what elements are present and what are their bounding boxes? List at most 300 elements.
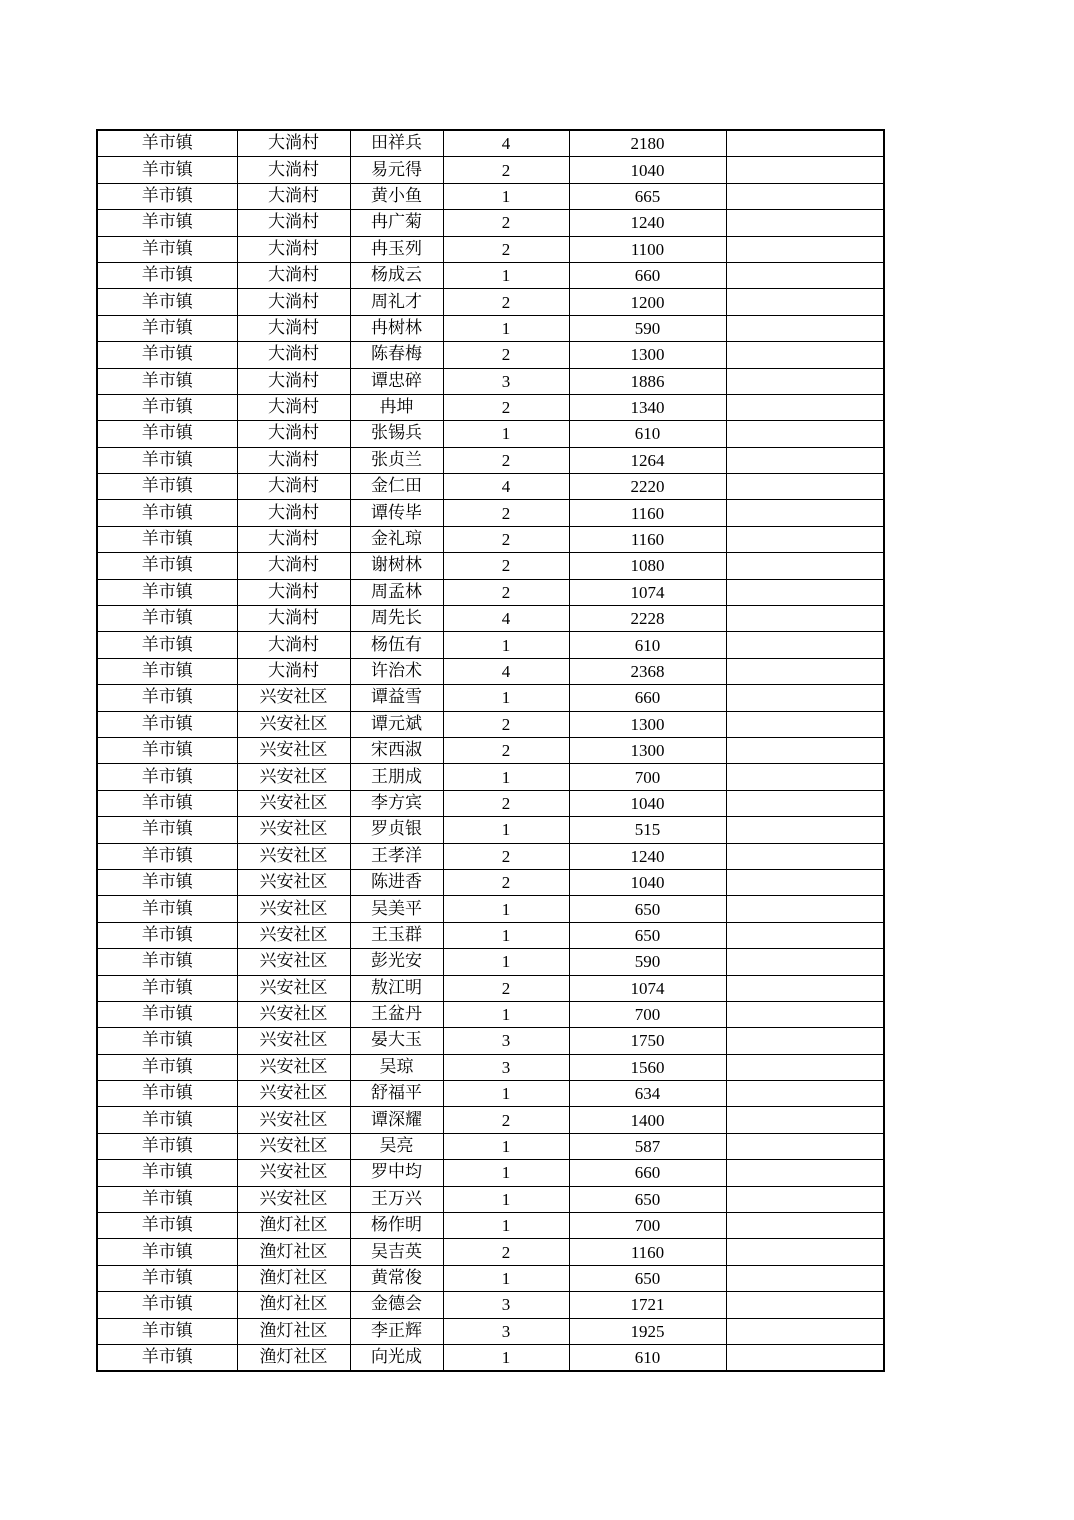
household-size-cell: 2 (443, 210, 569, 236)
household-size-cell: 1 (443, 1213, 569, 1239)
name-cell: 晏大玉 (350, 1028, 443, 1054)
remark-cell (726, 1028, 884, 1054)
village-cell: 兴安社区 (237, 1028, 350, 1054)
town-cell: 羊市镇 (97, 553, 237, 579)
amount-cell: 1160 (569, 500, 726, 526)
village-cell: 兴安社区 (237, 685, 350, 711)
name-cell: 冉广菊 (350, 210, 443, 236)
remark-cell (726, 236, 884, 262)
remark-cell (726, 658, 884, 684)
household-size-cell: 1 (443, 1160, 569, 1186)
town-cell: 羊市镇 (97, 949, 237, 975)
table-row (97, 817, 884, 843)
remark-cell (726, 1318, 884, 1344)
town-cell: 羊市镇 (97, 975, 237, 1001)
amount-cell: 2220 (569, 474, 726, 500)
remark-cell (726, 975, 884, 1001)
town-cell: 羊市镇 (97, 1318, 237, 1344)
amount-cell: 1200 (569, 289, 726, 315)
remark-cell (726, 579, 884, 605)
household-size-cell: 1 (443, 183, 569, 209)
town-cell: 羊市镇 (97, 896, 237, 922)
table-row (97, 315, 884, 341)
name-cell: 谢树林 (350, 553, 443, 579)
town-cell: 羊市镇 (97, 368, 237, 394)
table-row (97, 1107, 884, 1133)
household-size-cell: 3 (443, 368, 569, 394)
village-cell: 大淌村 (237, 579, 350, 605)
amount-cell: 610 (569, 632, 726, 658)
town-cell: 羊市镇 (97, 922, 237, 948)
village-cell: 大淌村 (237, 606, 350, 632)
table-row (97, 1028, 884, 1054)
household-size-cell: 4 (443, 658, 569, 684)
village-cell: 兴安社区 (237, 817, 350, 843)
table-row (97, 130, 884, 157)
household-size-cell: 1 (443, 1344, 569, 1371)
remark-cell (726, 1239, 884, 1265)
remark-cell (726, 949, 884, 975)
household-size-cell: 2 (443, 1107, 569, 1133)
name-cell: 王万兴 (350, 1186, 443, 1212)
household-size-cell: 1 (443, 817, 569, 843)
amount-cell: 650 (569, 1186, 726, 1212)
amount-cell: 700 (569, 1001, 726, 1027)
name-cell: 周孟林 (350, 579, 443, 605)
household-size-cell: 3 (443, 1292, 569, 1318)
name-cell: 吴亮 (350, 1133, 443, 1159)
village-cell: 大淌村 (237, 474, 350, 500)
amount-cell: 1040 (569, 790, 726, 816)
household-size-cell: 2 (443, 869, 569, 895)
village-cell: 兴安社区 (237, 975, 350, 1001)
village-cell: 渔灯社区 (237, 1213, 350, 1239)
amount-cell: 1100 (569, 236, 726, 262)
remark-cell (726, 1265, 884, 1291)
table-row (97, 421, 884, 447)
name-cell: 谭深耀 (350, 1107, 443, 1133)
town-cell: 羊市镇 (97, 1160, 237, 1186)
table-row (97, 1318, 884, 1344)
name-cell: 田祥兵 (350, 130, 443, 157)
table-row (97, 579, 884, 605)
village-cell: 大淌村 (237, 447, 350, 473)
amount-cell: 660 (569, 1160, 726, 1186)
amount-cell: 515 (569, 817, 726, 843)
amount-cell: 610 (569, 421, 726, 447)
name-cell: 向光成 (350, 1344, 443, 1371)
town-cell: 羊市镇 (97, 394, 237, 420)
town-cell: 羊市镇 (97, 1081, 237, 1107)
household-size-cell: 2 (443, 289, 569, 315)
town-cell: 羊市镇 (97, 289, 237, 315)
remark-cell (726, 817, 884, 843)
remark-cell (726, 869, 884, 895)
village-cell: 大淌村 (237, 157, 350, 183)
table-row (97, 526, 884, 552)
town-cell: 羊市镇 (97, 817, 237, 843)
town-cell: 羊市镇 (97, 1054, 237, 1080)
name-cell: 易元得 (350, 157, 443, 183)
name-cell: 陈进香 (350, 869, 443, 895)
name-cell: 杨伍有 (350, 632, 443, 658)
household-size-cell: 2 (443, 342, 569, 368)
table-row (97, 1265, 884, 1291)
table-row (97, 289, 884, 315)
remark-cell (726, 474, 884, 500)
household-size-cell: 2 (443, 975, 569, 1001)
town-cell: 羊市镇 (97, 1001, 237, 1027)
remark-cell (726, 342, 884, 368)
remark-cell (726, 130, 884, 157)
amount-cell: 1040 (569, 869, 726, 895)
town-cell: 羊市镇 (97, 157, 237, 183)
household-size-cell: 4 (443, 474, 569, 500)
household-size-cell: 1 (443, 896, 569, 922)
town-cell: 羊市镇 (97, 262, 237, 288)
remark-cell (726, 606, 884, 632)
town-cell: 羊市镇 (97, 1239, 237, 1265)
town-cell: 羊市镇 (97, 315, 237, 341)
remark-cell (726, 764, 884, 790)
household-size-cell: 1 (443, 1186, 569, 1212)
household-size-cell: 1 (443, 315, 569, 341)
household-size-cell: 2 (443, 526, 569, 552)
table-row (97, 210, 884, 236)
table-row (97, 394, 884, 420)
household-size-cell: 1 (443, 922, 569, 948)
table-row (97, 183, 884, 209)
amount-cell: 1750 (569, 1028, 726, 1054)
town-cell: 羊市镇 (97, 342, 237, 368)
table-row (97, 474, 884, 500)
village-cell: 大淌村 (237, 183, 350, 209)
household-size-cell: 2 (443, 790, 569, 816)
remark-cell (726, 896, 884, 922)
village-cell: 渔灯社区 (237, 1318, 350, 1344)
table-row (97, 1001, 884, 1027)
household-size-cell: 1 (443, 262, 569, 288)
amount-cell: 1721 (569, 1292, 726, 1318)
name-cell: 王孝洋 (350, 843, 443, 869)
household-size-cell: 2 (443, 553, 569, 579)
town-cell: 羊市镇 (97, 737, 237, 763)
amount-cell: 2180 (569, 130, 726, 157)
amount-cell: 1560 (569, 1054, 726, 1080)
household-size-cell: 3 (443, 1028, 569, 1054)
remark-cell (726, 1133, 884, 1159)
village-cell: 大淌村 (237, 210, 350, 236)
household-size-cell: 2 (443, 236, 569, 262)
town-cell: 羊市镇 (97, 1107, 237, 1133)
remark-cell (726, 1292, 884, 1318)
table-row (97, 685, 884, 711)
table-row (97, 1081, 884, 1107)
table-row (97, 975, 884, 1001)
remark-cell (726, 632, 884, 658)
table-row (97, 896, 884, 922)
town-cell: 羊市镇 (97, 658, 237, 684)
household-size-cell: 2 (443, 711, 569, 737)
town-cell: 羊市镇 (97, 183, 237, 209)
name-cell: 金德会 (350, 1292, 443, 1318)
name-cell: 吴吉英 (350, 1239, 443, 1265)
amount-cell: 1040 (569, 157, 726, 183)
remark-cell (726, 1054, 884, 1080)
village-cell: 兴安社区 (237, 869, 350, 895)
town-cell: 羊市镇 (97, 579, 237, 605)
remark-cell (726, 157, 884, 183)
name-cell: 周先长 (350, 606, 443, 632)
village-cell: 大淌村 (237, 130, 350, 157)
village-cell: 兴安社区 (237, 1160, 350, 1186)
town-cell: 羊市镇 (97, 236, 237, 262)
table-row (97, 553, 884, 579)
town-cell: 羊市镇 (97, 711, 237, 737)
data-table (96, 129, 885, 1372)
village-cell: 兴安社区 (237, 790, 350, 816)
town-cell: 羊市镇 (97, 526, 237, 552)
name-cell: 杨作明 (350, 1213, 443, 1239)
amount-cell: 650 (569, 1265, 726, 1291)
name-cell: 陈春梅 (350, 342, 443, 368)
table-row (97, 1186, 884, 1212)
village-cell: 渔灯社区 (237, 1292, 350, 1318)
remark-cell (726, 289, 884, 315)
village-cell: 兴安社区 (237, 1186, 350, 1212)
name-cell: 吴琼 (350, 1054, 443, 1080)
name-cell: 宋西淑 (350, 737, 443, 763)
village-cell: 兴安社区 (237, 949, 350, 975)
village-cell: 兴安社区 (237, 737, 350, 763)
amount-cell: 1240 (569, 843, 726, 869)
name-cell: 谭传毕 (350, 500, 443, 526)
village-cell: 大淌村 (237, 526, 350, 552)
name-cell: 冉树林 (350, 315, 443, 341)
remark-cell (726, 421, 884, 447)
name-cell: 王盆丹 (350, 1001, 443, 1027)
table-row (97, 1054, 884, 1080)
remark-cell (726, 685, 884, 711)
village-cell: 兴安社区 (237, 711, 350, 737)
household-size-cell: 1 (443, 1133, 569, 1159)
table-row (97, 262, 884, 288)
remark-cell (726, 368, 884, 394)
remark-cell (726, 737, 884, 763)
remark-cell (726, 553, 884, 579)
name-cell: 金礼琼 (350, 526, 443, 552)
household-size-cell: 2 (443, 737, 569, 763)
village-cell: 大淌村 (237, 421, 350, 447)
household-size-cell: 1 (443, 632, 569, 658)
table-row (97, 658, 884, 684)
name-cell: 黄小鱼 (350, 183, 443, 209)
town-cell: 羊市镇 (97, 606, 237, 632)
name-cell: 张锡兵 (350, 421, 443, 447)
table-row (97, 1160, 884, 1186)
amount-cell: 590 (569, 949, 726, 975)
town-cell: 羊市镇 (97, 843, 237, 869)
name-cell: 李正辉 (350, 1318, 443, 1344)
town-cell: 羊市镇 (97, 1344, 237, 1371)
town-cell: 羊市镇 (97, 130, 237, 157)
table-row (97, 1344, 884, 1371)
name-cell: 谭忠碎 (350, 368, 443, 394)
remark-cell (726, 262, 884, 288)
town-cell: 羊市镇 (97, 764, 237, 790)
name-cell: 张贞兰 (350, 447, 443, 473)
name-cell: 罗中均 (350, 1160, 443, 1186)
amount-cell: 1074 (569, 579, 726, 605)
village-cell: 大淌村 (237, 342, 350, 368)
household-size-cell: 2 (443, 394, 569, 420)
town-cell: 羊市镇 (97, 447, 237, 473)
remark-cell (726, 1107, 884, 1133)
name-cell: 黄常俊 (350, 1265, 443, 1291)
household-size-cell: 4 (443, 130, 569, 157)
town-cell: 羊市镇 (97, 210, 237, 236)
table-row (97, 843, 884, 869)
remark-cell (726, 315, 884, 341)
town-cell: 羊市镇 (97, 1186, 237, 1212)
table-row (97, 606, 884, 632)
household-size-cell: 2 (443, 157, 569, 183)
town-cell: 羊市镇 (97, 1133, 237, 1159)
table-body (97, 130, 884, 1371)
household-size-cell: 1 (443, 1081, 569, 1107)
remark-cell (726, 1160, 884, 1186)
remark-cell (726, 1081, 884, 1107)
table-row (97, 737, 884, 763)
amount-cell: 650 (569, 922, 726, 948)
village-cell: 兴安社区 (237, 896, 350, 922)
town-cell: 羊市镇 (97, 632, 237, 658)
name-cell: 谭益雪 (350, 685, 443, 711)
remark-cell (726, 1344, 884, 1371)
village-cell: 兴安社区 (237, 1107, 350, 1133)
amount-cell: 1074 (569, 975, 726, 1001)
name-cell: 舒福平 (350, 1081, 443, 1107)
household-size-cell: 2 (443, 447, 569, 473)
amount-cell: 2228 (569, 606, 726, 632)
table-row (97, 368, 884, 394)
town-cell: 羊市镇 (97, 1292, 237, 1318)
town-cell: 羊市镇 (97, 421, 237, 447)
remark-cell (726, 790, 884, 816)
remark-cell (726, 843, 884, 869)
name-cell: 冉玉列 (350, 236, 443, 262)
table-row (97, 711, 884, 737)
table-row (97, 869, 884, 895)
amount-cell: 590 (569, 315, 726, 341)
town-cell: 羊市镇 (97, 1028, 237, 1054)
village-cell: 大淌村 (237, 236, 350, 262)
amount-cell: 1300 (569, 342, 726, 368)
name-cell: 周礼才 (350, 289, 443, 315)
remark-cell (726, 1186, 884, 1212)
village-cell: 渔灯社区 (237, 1239, 350, 1265)
name-cell: 王朋成 (350, 764, 443, 790)
amount-cell: 1886 (569, 368, 726, 394)
table-row (97, 1239, 884, 1265)
amount-cell: 700 (569, 764, 726, 790)
household-size-cell: 3 (443, 1054, 569, 1080)
table-row (97, 157, 884, 183)
amount-cell: 1160 (569, 526, 726, 552)
town-cell: 羊市镇 (97, 500, 237, 526)
village-cell: 兴安社区 (237, 1081, 350, 1107)
remark-cell (726, 1213, 884, 1239)
village-cell: 渔灯社区 (237, 1344, 350, 1371)
town-cell: 羊市镇 (97, 869, 237, 895)
town-cell: 羊市镇 (97, 1265, 237, 1291)
remark-cell (726, 210, 884, 236)
village-cell: 兴安社区 (237, 1133, 350, 1159)
household-size-cell: 2 (443, 579, 569, 605)
table-row (97, 447, 884, 473)
household-size-cell: 1 (443, 1265, 569, 1291)
name-cell: 冉坤 (350, 394, 443, 420)
village-cell: 大淌村 (237, 315, 350, 341)
table-row (97, 949, 884, 975)
remark-cell (726, 526, 884, 552)
remark-cell (726, 447, 884, 473)
name-cell: 吴美平 (350, 896, 443, 922)
village-cell: 大淌村 (237, 632, 350, 658)
name-cell: 谭元斌 (350, 711, 443, 737)
town-cell: 羊市镇 (97, 790, 237, 816)
remark-cell (726, 1001, 884, 1027)
amount-cell: 1080 (569, 553, 726, 579)
name-cell: 李方宾 (350, 790, 443, 816)
amount-cell: 700 (569, 1213, 726, 1239)
amount-cell: 1300 (569, 737, 726, 763)
household-size-cell: 1 (443, 421, 569, 447)
town-cell: 羊市镇 (97, 474, 237, 500)
village-cell: 大淌村 (237, 553, 350, 579)
household-size-cell: 2 (443, 843, 569, 869)
village-cell: 渔灯社区 (237, 1265, 350, 1291)
remark-cell (726, 711, 884, 737)
amount-cell: 1264 (569, 447, 726, 473)
amount-cell: 2368 (569, 658, 726, 684)
household-size-cell: 3 (443, 1318, 569, 1344)
amount-cell: 634 (569, 1081, 726, 1107)
household-size-cell: 1 (443, 1001, 569, 1027)
village-cell: 大淌村 (237, 394, 350, 420)
amount-cell: 665 (569, 183, 726, 209)
amount-cell: 610 (569, 1344, 726, 1371)
village-cell: 大淌村 (237, 262, 350, 288)
table-row (97, 342, 884, 368)
village-cell: 兴安社区 (237, 922, 350, 948)
amount-cell: 1160 (569, 1239, 726, 1265)
household-size-cell: 4 (443, 606, 569, 632)
name-cell: 王玉群 (350, 922, 443, 948)
village-cell: 大淌村 (237, 289, 350, 315)
amount-cell: 660 (569, 685, 726, 711)
household-size-cell: 1 (443, 949, 569, 975)
name-cell: 金仁田 (350, 474, 443, 500)
household-size-cell: 1 (443, 764, 569, 790)
village-cell: 兴安社区 (237, 764, 350, 790)
amount-cell: 1340 (569, 394, 726, 420)
name-cell: 罗贞银 (350, 817, 443, 843)
table-row (97, 236, 884, 262)
village-cell: 大淌村 (237, 368, 350, 394)
amount-cell: 587 (569, 1133, 726, 1159)
name-cell: 许治术 (350, 658, 443, 684)
